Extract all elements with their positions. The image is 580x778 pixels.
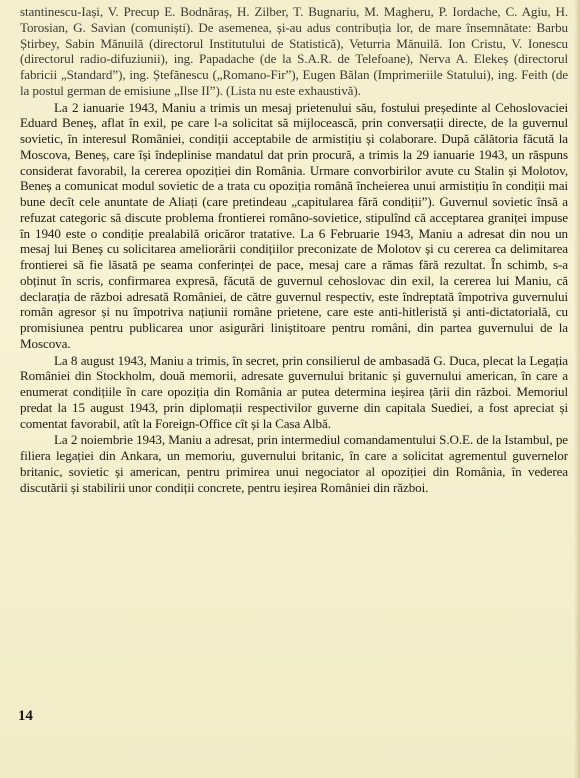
paragraph-contributors-list: stantinescu-Iași, V. Precup E. Bodnăraș, H. Zilber, T. Bugnariu, M. Magheru, P. Iordache, C. Agiu, H. Torosian, G. Savian (comuniști). De asemenea, și-au adus contribuția lor, de mare însemnătate: Barbu Știrbey, Sabin Mănuilă (directorul Institutului de Statistică), Veturria Mănuilă. Ion Cristu, V. Ionescu (directorul radio-difuziunii), ing. Papadache (de la S.A.R. de Telefoane), Nerva A. Elekeș (directorul fabricii „Standard”), ing. Ștefănescu („Romano-Fir”), Eugen Bălan (Imprimeriile Statului), ing. Feith (de la postul german de emisiune „Ilse II”). (Lista nu este exhaustivă). xyxy=(20,4,568,98)
paragraph-benes-message: La 2 ianuarie 1943, Maniu a trimis un mesaj prietenului său, fostului președinte al Cehoslovaciei Eduard Beneș, aflat în exil, pe care l-a solicitat să mijlocească, prin conversații directe, de la guvernul sovietic, în interesul României, condiții acceptabile de armistițiu și colaborare. După călătoria făcută la Moscova, Beneș, care își îndeplinise mandatul dat prin procură, a trimis la 29 ianuarie 1943, un răspuns considerat favorabil, la cererea opoziției din România. Urmare convorbirilor avute cu Stalin și Molotov, Beneș a comunicat modul sovietic de a trata cu opoziția română încheierea unui armistițiu în condiții mai bune decît cele anuntate de Aliați (care pretindeau „capitularea fără condiții”). Guvernul sovietic însă a refuzat categoric să discute problema frontierei româno-sovietice, stipulînd că acceptarea graniței impuse în 1940 este o condiție prealabilă oricăror tratative. La 6 Februarie 1943, Maniu a adresat din nou un mesaj lui Beneș cu solicitarea ameliorării condițiilor preconizate de Molotov și cu cererea ca delimitarea frontierei să fie lăsată pe seama conferinței de pace, mesaj care a rămas fără rezultat. În schimb, s-a obținut în scris, confirmarea expresă, făcută de guvernul cehoslovac din exil, la cererea lui Maniu, că declarația de război adresată României, de către guvernul respectiv, este îndreptată împotriva guvernului român agresor și nu împotriva națiunii române prietene, care este anti-hitleristă și anti-dictatorială, cu promisiunea pentru publicarea unor asigurări liniștitoare pentru români, din partea guvernului de la Moscova. xyxy=(20,99,568,351)
paragraph-soe-istanbul: La 2 noiembrie 1943, Maniu a adresat, prin intermediul comandamentului S.O.E. de la Istambul, pe filiera legației din Ankara, un memoriu, guvernului britanic, în care a solicitat agrementul guvernelor britanic, sovietic și american, pentru primirea unui negociator al opoziției din România, în vederea discutării și stabilirii unor condiții concrete, pentru ieșirea României din război. xyxy=(20,432,568,495)
page-number: 14 xyxy=(18,708,33,724)
paragraph-stockholm-memoranda: La 8 august 1943, Maniu a trimis, în secret, prin consilierul de ambasadă G. Duca, plecat la Legația României din Stockholm, două memorii, adresate guvernului britanic și guvernului american, în care a enumerat condițiile în care opoziția din România ar putea determina ieșirea țării din război. Memoriul predat la 15 august 1943, prin diplomații respectivilor guverne din capitala Suediei, a fost apreciat și comentat favorabil, atît la Foreign-Office cît și la Casa Albă. xyxy=(20,352,568,431)
